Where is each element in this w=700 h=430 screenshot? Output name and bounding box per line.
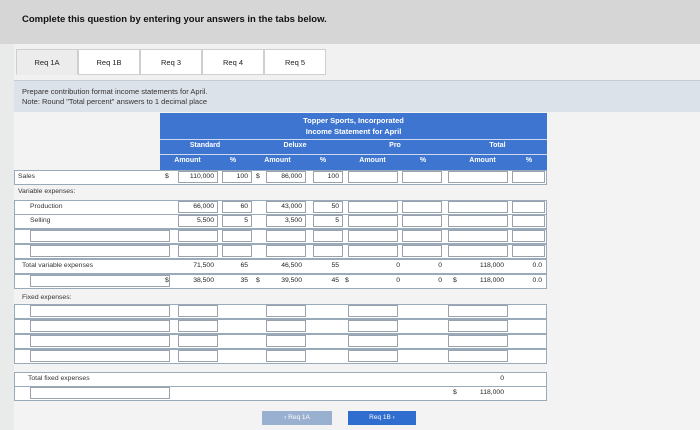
standard-contribution-margin-percent: 35 <box>240 277 248 284</box>
prompt-line-2: Note: Round "Total percent" answers to 1 decimal place <box>22 97 208 106</box>
col-percent-deluxe: % <box>319 157 327 164</box>
currency-sign: $ <box>256 173 260 180</box>
blank-input[interactable] <box>266 230 306 242</box>
prompt-box <box>14 80 700 113</box>
deluxe-fixed-input[interactable] <box>266 305 306 317</box>
standard-total-variable-percent: 65 <box>240 262 248 269</box>
standard-sales-percent-input[interactable]: 100 <box>222 171 252 183</box>
deluxe-contribution-margin-percent: 45 <box>331 277 339 284</box>
blank-input[interactable] <box>313 230 343 242</box>
company-name: Topper Sports, Incorporated <box>303 116 404 125</box>
instruction-bar <box>0 0 700 44</box>
total-sales-input[interactable] <box>448 171 508 183</box>
header-divider <box>160 154 547 155</box>
currency-sign: $ <box>453 389 457 396</box>
deluxe-sales-input[interactable]: 86,000 <box>266 171 306 183</box>
total-fixed-input[interactable] <box>448 350 508 362</box>
standard-production-input[interactable]: 66,000 <box>178 201 218 213</box>
total-selling-percent-input[interactable] <box>512 215 545 227</box>
label-variable-expenses: Variable expenses: <box>18 188 76 195</box>
standard-fixed-input[interactable] <box>178 350 218 362</box>
total-contribution-margin: 118,000 <box>479 277 504 284</box>
label-selling: Selling <box>30 217 51 224</box>
currency-sign: $ <box>345 277 349 284</box>
deluxe-selling-percent-input[interactable]: 5 <box>313 215 343 227</box>
deluxe-contribution-margin: 39,500 <box>281 277 302 284</box>
variable-expense-label-input[interactable] <box>30 230 170 242</box>
fixed-expense-label-input[interactable] <box>30 335 170 347</box>
deluxe-fixed-input[interactable] <box>266 320 306 332</box>
group-pro: Pro <box>389 142 401 149</box>
tab-req-1a[interactable]: Req 1A <box>16 49 78 75</box>
total-contribution-margin-percent: 0.0 <box>532 277 542 284</box>
tab-req-1b[interactable]: Req 1B <box>78 49 140 75</box>
standard-contribution-margin: 38,500 <box>193 277 214 284</box>
blank-input[interactable] <box>448 245 508 257</box>
total-sales-percent-input[interactable] <box>512 171 545 183</box>
tab-req-3[interactable]: Req 3 <box>140 49 202 75</box>
deluxe-total-variable: 46,500 <box>281 262 302 269</box>
col-percent-pro: % <box>419 157 427 164</box>
col-amount-standard: Amount <box>174 157 201 164</box>
prev-tab-label: Req 1A <box>288 414 310 421</box>
pro-sales-percent-input[interactable] <box>402 171 442 183</box>
total-total-variable: 118,000 <box>479 262 504 269</box>
standard-production-percent-input[interactable]: 60 <box>222 201 252 213</box>
label-total-fixed-expenses: Total fixed expenses <box>28 375 90 382</box>
label-fixed-expenses: Fixed expenses: <box>22 294 72 301</box>
blank-input[interactable] <box>178 230 218 242</box>
blank-input[interactable] <box>313 245 343 257</box>
pro-fixed-input[interactable] <box>348 350 398 362</box>
col-amount-total: Amount <box>469 157 496 164</box>
blank-input[interactable] <box>222 245 252 257</box>
fixed-expense-label-input[interactable] <box>30 350 170 362</box>
blank-input[interactable] <box>512 245 545 257</box>
prompt-line-1: Prepare contribution format income statements for April. <box>22 87 208 96</box>
group-total: Total <box>489 142 506 149</box>
instruction-text: Complete this question by entering your answers in the tabs below. <box>22 14 327 25</box>
fixed-expense-label-input[interactable] <box>30 320 170 332</box>
pro-fixed-input[interactable] <box>348 335 398 347</box>
pro-fixed-input[interactable] <box>348 305 398 317</box>
deluxe-production-input[interactable]: 43,000 <box>266 201 306 213</box>
next-tab-label: Req 1B <box>369 414 391 421</box>
group-deluxe: Deluxe <box>283 142 307 149</box>
standard-selling-input[interactable]: 5,500 <box>178 215 218 227</box>
variable-expense-label-input[interactable] <box>30 245 170 257</box>
pro-sales-input[interactable] <box>348 171 398 183</box>
pro-total-variable: 0 <box>396 262 400 269</box>
label-total-variable-expenses: Total variable expenses <box>22 262 94 269</box>
pro-total-variable-percent: 0 <box>438 262 442 269</box>
label-production: Production <box>30 203 63 210</box>
currency-sign: $ <box>165 173 169 180</box>
prev-tab-button[interactable]: ‹ Req 1A <box>262 411 332 425</box>
group-standard: Standard <box>189 142 221 149</box>
currency-sign: $ <box>256 277 260 284</box>
blank-input[interactable] <box>266 245 306 257</box>
fixed-expense-label-input[interactable] <box>30 305 170 317</box>
pro-production-percent-input[interactable] <box>402 201 442 213</box>
margin-label-input[interactable] <box>30 275 170 287</box>
total-production-percent-input[interactable] <box>512 201 545 213</box>
blank-input[interactable] <box>222 230 252 242</box>
blank-input[interactable] <box>178 245 218 257</box>
col-percent-standard: % <box>229 157 237 164</box>
blank-input[interactable] <box>512 230 545 242</box>
standard-fixed-input[interactable] <box>178 335 218 347</box>
header-divider <box>160 139 547 140</box>
pro-contribution-margin: 0 <box>396 277 400 284</box>
deluxe-production-percent-input[interactable]: 50 <box>313 201 343 213</box>
tab-bar <box>14 44 700 80</box>
pro-selling-percent-input[interactable] <box>402 215 442 227</box>
total-net-operating-income: 118,000 <box>479 389 504 396</box>
tab-req-4[interactable]: Req 4 <box>202 49 264 75</box>
total-production-input[interactable] <box>448 201 508 213</box>
deluxe-fixed-input[interactable] <box>266 350 306 362</box>
total-fixed-expenses-value: 0 <box>500 375 504 382</box>
total-fixed-input[interactable] <box>448 305 508 317</box>
deluxe-selling-input[interactable]: 3,500 <box>266 215 306 227</box>
deluxe-fixed-input[interactable] <box>266 335 306 347</box>
total-fixed-input[interactable] <box>448 320 508 332</box>
tab-req-5[interactable]: Req 5 <box>264 49 326 75</box>
blank-input[interactable] <box>348 230 398 242</box>
blank-input[interactable] <box>402 245 442 257</box>
col-amount-pro: Amount <box>359 157 386 164</box>
pro-selling-input[interactable] <box>348 215 398 227</box>
currency-sign: $ <box>165 277 169 284</box>
total-selling-input[interactable] <box>448 215 508 227</box>
deluxe-total-variable-percent: 55 <box>331 262 339 269</box>
deluxe-sales-percent-input[interactable]: 100 <box>313 171 343 183</box>
currency-sign: $ <box>453 277 457 284</box>
standard-sales-input[interactable]: 110,000 <box>178 171 218 183</box>
col-percent-total: % <box>525 157 533 164</box>
total-fixed-input[interactable] <box>448 335 508 347</box>
net-income-label-input[interactable] <box>30 387 170 399</box>
statement-title: Income Statement for April <box>305 127 402 136</box>
label-sales: Sales <box>18 173 36 180</box>
blank-input[interactable] <box>348 245 398 257</box>
standard-total-variable: 71,500 <box>193 262 214 269</box>
standard-fixed-input[interactable] <box>178 305 218 317</box>
pro-contribution-margin-percent: 0 <box>438 277 442 284</box>
pro-fixed-input[interactable] <box>348 320 398 332</box>
blank-input[interactable] <box>448 230 508 242</box>
standard-fixed-input[interactable] <box>178 320 218 332</box>
next-tab-button[interactable]: Req 1B › <box>348 411 416 425</box>
standard-selling-percent-input[interactable]: 5 <box>222 215 252 227</box>
pro-production-input[interactable] <box>348 201 398 213</box>
col-amount-deluxe: Amount <box>264 157 291 164</box>
total-total-variable-percent: 0.0 <box>532 262 542 269</box>
blank-input[interactable] <box>402 230 442 242</box>
